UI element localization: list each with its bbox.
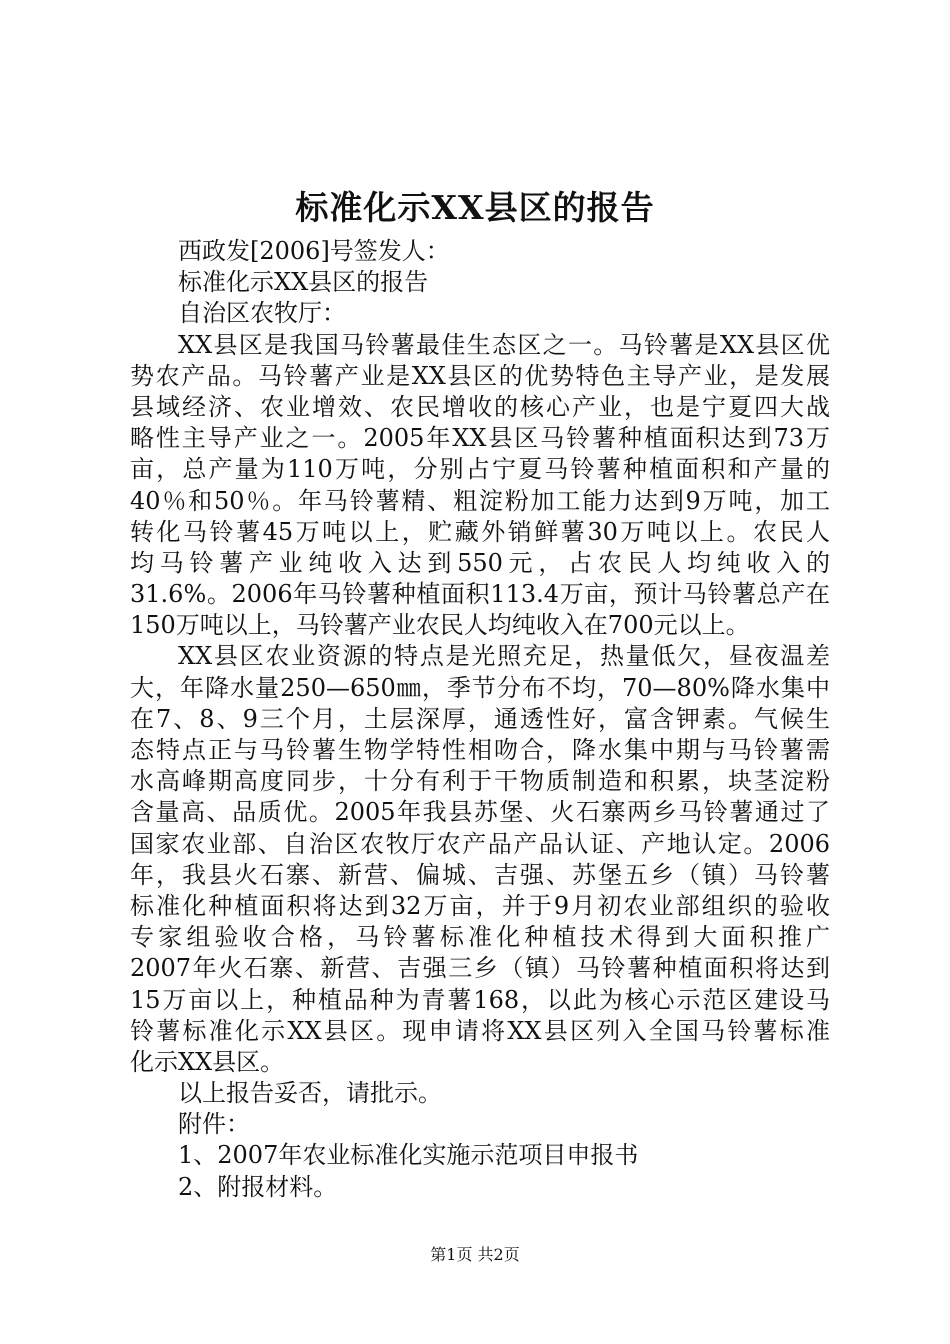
paragraph-line: 均马铃薯产业纯收入达到550元，占农民人均纯收入的 [130,548,830,577]
paragraph-line: XX县区农业资源的特点是光照充足，热量低欠，昼夜温差 [178,642,830,671]
attachments-label: 附件： [178,1110,250,1139]
document-title: 标准化示XX县区的报告 [295,188,655,227]
paragraph-line: 铃薯标准化示XX县区。现申请将XX县区列入全国马铃薯标准 [130,1016,830,1045]
paragraph-line: 势农产品。马铃薯产业是XX县区的优势特色主导产业，是发展 [130,361,830,390]
paragraph-line: 大，年降水量250—650㎜，季节分布不均，70—80%降水集中 [130,673,830,702]
paragraph-line: 40％和50％。年马铃薯精、粗淀粉加工能力达到9万吨，加工 [130,486,830,515]
attachment-item: 1、2007年农业标准化实施示范项目申报书 [178,1141,639,1170]
paragraph-line: XX县区是我国马铃薯最佳生态区之一。马铃薯是XX县区优 [178,330,830,359]
approval-request-line: 以上报告妥否，请批示。 [178,1079,442,1108]
paragraph-line: 15万亩以上，种植品种为青薯168，以此为核心示范区建设马 [130,985,830,1014]
report-subject-line: 标准化示XX县区的报告 [178,268,429,297]
paragraph-line: 化示XX县区。 [130,1047,285,1076]
recipient-line: 自治区农牧厅： [178,299,346,328]
paragraph-line: 在7、8、9三个月，土层深厚，通透性好，富含钾素。气候生 [130,704,830,733]
page-footer: 第1页 共2页 [430,1245,520,1264]
paragraph-line: 31.6%。2006年马铃薯种植面积113.4万亩，预计马铃薯总产在 [130,580,830,609]
paragraph-line: 专家组验收合格，马铃薯标准化种植技术得到大面积推广 [130,923,830,952]
paragraph-line: 国家农业部、自治区农牧厅农产品产品认证、产地认定。2006 [130,829,830,858]
paragraph-line: 含量高、品质优。2005年我县苏堡、火石寨两乡马铃薯通过了 [130,798,830,827]
paragraph-line: 水高峰期高度同步，十分有利于干物质制造和积累，块茎淀粉 [130,767,830,796]
paragraph-line: 标准化种植面积将达到32万亩，并于9月初农业部组织的验收 [130,891,830,920]
attachment-item: 2、附报材料。 [178,1172,338,1201]
paragraph-1 [130,330,830,642]
paragraph-2 [130,641,830,1078]
paragraph-line: 150万吨以上，马铃薯产业农民人均纯收入在700元以上。 [130,611,750,640]
paragraph-line: 态特点正与马铃薯生物学特性相吻合，降水集中期与马铃薯需 [130,736,830,764]
document-body [130,236,830,1203]
paragraph-line: 年，我县火石寨、新营、偏城、吉强、苏堡五乡（镇）马铃薯 [130,860,830,889]
paragraph-line: 转化马铃薯45万吨以上，贮藏外销鲜薯30万吨以上。农民人 [130,517,830,546]
document-number-line: 西政发[2006]号签发人： [178,237,450,265]
paragraph-line: 亩，总产量为110万吨，分别占宁夏马铃薯种植面积和产量的 [130,455,830,484]
paragraph-line: 略性主导产业之一。2005年XX县区马铃薯种植面积达到73万 [130,424,830,453]
paragraph-line: 2007年火石寨、新营、吉强三乡（镇）马铃薯种植面积将达到 [130,954,830,983]
paragraph-line: 县域经济、农业增效、农民增收的核心产业，也是宁夏四大战 [130,392,830,421]
